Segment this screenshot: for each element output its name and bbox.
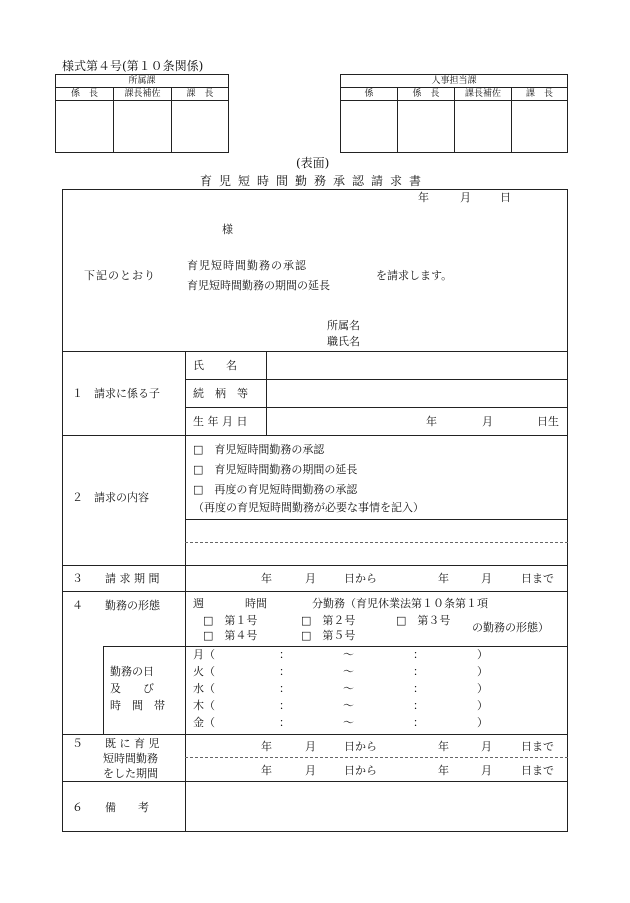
- schedule-day: 火（: [193, 665, 215, 678]
- work-option-3[interactable]: □ 第３号: [396, 614, 451, 627]
- content-option-reapproval[interactable]: □ 再度の育児短時間勤務の承認: [193, 483, 358, 496]
- schedule-close: ）: [477, 699, 488, 712]
- work-option-4[interactable]: □ 第４号: [203, 629, 258, 642]
- stamp-cell[interactable]: [56, 101, 114, 153]
- schedule-tilde: ～: [343, 665, 354, 678]
- period-to-tail: 日まで: [521, 572, 554, 585]
- request-lead: 下記のとおり: [84, 269, 156, 282]
- section4-label: ４ 勤務の形態: [72, 599, 160, 612]
- content-option-approval[interactable]: □ 育児短時間勤務の承認: [193, 443, 325, 456]
- schedule-day: 月（: [193, 648, 215, 661]
- schedule-close: ）: [477, 682, 488, 695]
- schedule-day: 水（: [193, 682, 215, 695]
- prior2-from-tail: 日から: [344, 764, 377, 777]
- divider: [62, 591, 568, 592]
- reason-field[interactable]: [186, 520, 567, 564]
- work-option-1[interactable]: □ 第１号: [203, 614, 258, 627]
- divider: [103, 646, 568, 647]
- period-to-month: 月: [481, 572, 492, 585]
- work-closing: の勤務の形態）: [472, 621, 549, 634]
- addressee-suffix: 様: [222, 223, 233, 236]
- prior2-from-month: 月: [305, 764, 316, 777]
- period-from-month: 月: [305, 572, 316, 585]
- work-option-2[interactable]: □ 第２号: [301, 614, 356, 627]
- birth-month: 月: [482, 415, 493, 428]
- section3-label: ３ 請 求 期 間: [72, 572, 160, 585]
- work-minutes: 分勤務（育児休業法第１０条第１項: [312, 597, 488, 610]
- prior-from-month: 月: [305, 740, 316, 753]
- schedule-label-3: 時 間 帯: [110, 699, 165, 712]
- schedule-colon: ：: [279, 682, 290, 695]
- divider: [185, 351, 186, 832]
- child-relation-label: 続 柄 等: [193, 387, 248, 400]
- stamp-col-label: 課長補佐: [455, 88, 512, 101]
- period-from-year: 年: [261, 572, 272, 585]
- schedule-tilde: ～: [343, 682, 354, 695]
- child-relation-field[interactable]: [267, 380, 567, 406]
- work-week: 週: [193, 597, 204, 610]
- stamp-col-label: 係 長: [398, 88, 455, 101]
- stamp-col-label: 課 長: [172, 88, 229, 101]
- stamp-col-label: 課 長: [512, 88, 568, 101]
- prior-from-year: 年: [261, 740, 272, 753]
- birth-year: 年: [426, 415, 437, 428]
- schedule-tilde: ～: [343, 648, 354, 661]
- schedule-tilde: ～: [343, 716, 354, 729]
- schedule-tilde: ～: [343, 699, 354, 712]
- schedule-close: ）: [477, 648, 488, 661]
- prior-from-tail: 日から: [344, 740, 377, 753]
- form-number: 様式第４号(第１０条関係): [62, 59, 204, 73]
- prior-to-year: 年: [438, 740, 449, 753]
- stamp-cell[interactable]: [512, 101, 568, 153]
- divider: [62, 435, 568, 436]
- schedule-label-1: 勤務の日: [110, 665, 154, 678]
- stamp-cell[interactable]: [341, 101, 398, 153]
- schedule-colon: ：: [413, 648, 424, 661]
- divider: [185, 407, 568, 408]
- prior2-to-year: 年: [438, 764, 449, 777]
- section1-label: １ 請求に係る子: [72, 387, 160, 400]
- schedule-colon: ：: [413, 716, 424, 729]
- child-name-field[interactable]: [267, 352, 567, 378]
- section2-label: ２ 請求の内容: [72, 491, 149, 504]
- schedule-colon: ：: [279, 648, 290, 661]
- stamp-table-department: [55, 74, 229, 153]
- stamp-table-personnel: [340, 74, 568, 153]
- divider: [103, 646, 104, 734]
- stamp-group-label: 人事担当課: [341, 75, 568, 88]
- section5-label-1: ５ 既 に 育 児: [72, 737, 160, 750]
- schedule-colon: ：: [413, 682, 424, 695]
- content-option-extension[interactable]: □ 育児短時間勤務の期間の延長: [193, 463, 358, 476]
- date-year: 年: [418, 191, 429, 204]
- schedule-colon: ：: [279, 699, 290, 712]
- request-tail: を請求します。: [376, 269, 453, 282]
- request-option-extension[interactable]: 育児短時間勤務の期間の延長: [187, 279, 330, 292]
- schedule-label-2: 及 び: [110, 682, 154, 695]
- period-to-year: 年: [438, 572, 449, 585]
- prior-to-month: 月: [481, 740, 492, 753]
- divider: [62, 734, 568, 735]
- prior2-to-tail: 日まで: [521, 764, 554, 777]
- request-option-approval[interactable]: 育児短時間勤務の承認: [187, 259, 307, 272]
- schedule-day: 木（: [193, 699, 215, 712]
- stamp-cell[interactable]: [114, 101, 172, 153]
- content-note: （再度の育児短時間勤務が必要な事情を記入）: [193, 501, 424, 514]
- date-day: 日: [500, 191, 511, 204]
- schedule-colon: ：: [413, 665, 424, 678]
- dashed-divider: [185, 757, 568, 758]
- prior2-from-year: 年: [261, 764, 272, 777]
- form-title: 育児短時間勤務承認請求書: [200, 174, 429, 188]
- prior-to-tail: 日まで: [521, 740, 554, 753]
- section5-label-3: をした期間: [103, 767, 158, 780]
- birth-day: 日生: [537, 415, 559, 428]
- divider: [62, 565, 568, 566]
- stamp-cell[interactable]: [172, 101, 229, 153]
- stamp-cell[interactable]: [455, 101, 512, 153]
- period-from-tail: 日から: [344, 572, 377, 585]
- schedule-close: ）: [477, 716, 488, 729]
- work-option-5[interactable]: □ 第５号: [301, 629, 356, 642]
- applicant-dept-label: 所属名: [327, 319, 360, 332]
- stamp-cell[interactable]: [398, 101, 455, 153]
- stamp-col-label: 係 長: [56, 88, 114, 101]
- face-label: (表面): [296, 156, 330, 170]
- applicant-name-label: 職氏名: [327, 335, 360, 348]
- stamp-group-label: 所属課: [56, 75, 229, 88]
- section5-label-2: 短時間勤務: [103, 752, 158, 765]
- remarks-field[interactable]: [186, 782, 567, 831]
- schedule-close: ）: [477, 665, 488, 678]
- schedule-day: 金（: [193, 716, 215, 729]
- prior2-to-month: 月: [481, 764, 492, 777]
- stamp-col-label: 課長補佐: [114, 88, 172, 101]
- child-name-label: 氏 名: [193, 359, 237, 372]
- schedule-colon: ：: [413, 699, 424, 712]
- stamp-col-label: 係: [341, 88, 398, 101]
- child-birth-label: 生 年 月 日: [193, 415, 248, 428]
- schedule-colon: ：: [279, 665, 290, 678]
- schedule-colon: ：: [279, 716, 290, 729]
- section6-label: ６ 備 考: [72, 801, 149, 814]
- work-hours: 時間: [245, 597, 267, 610]
- date-month: 月: [460, 191, 471, 204]
